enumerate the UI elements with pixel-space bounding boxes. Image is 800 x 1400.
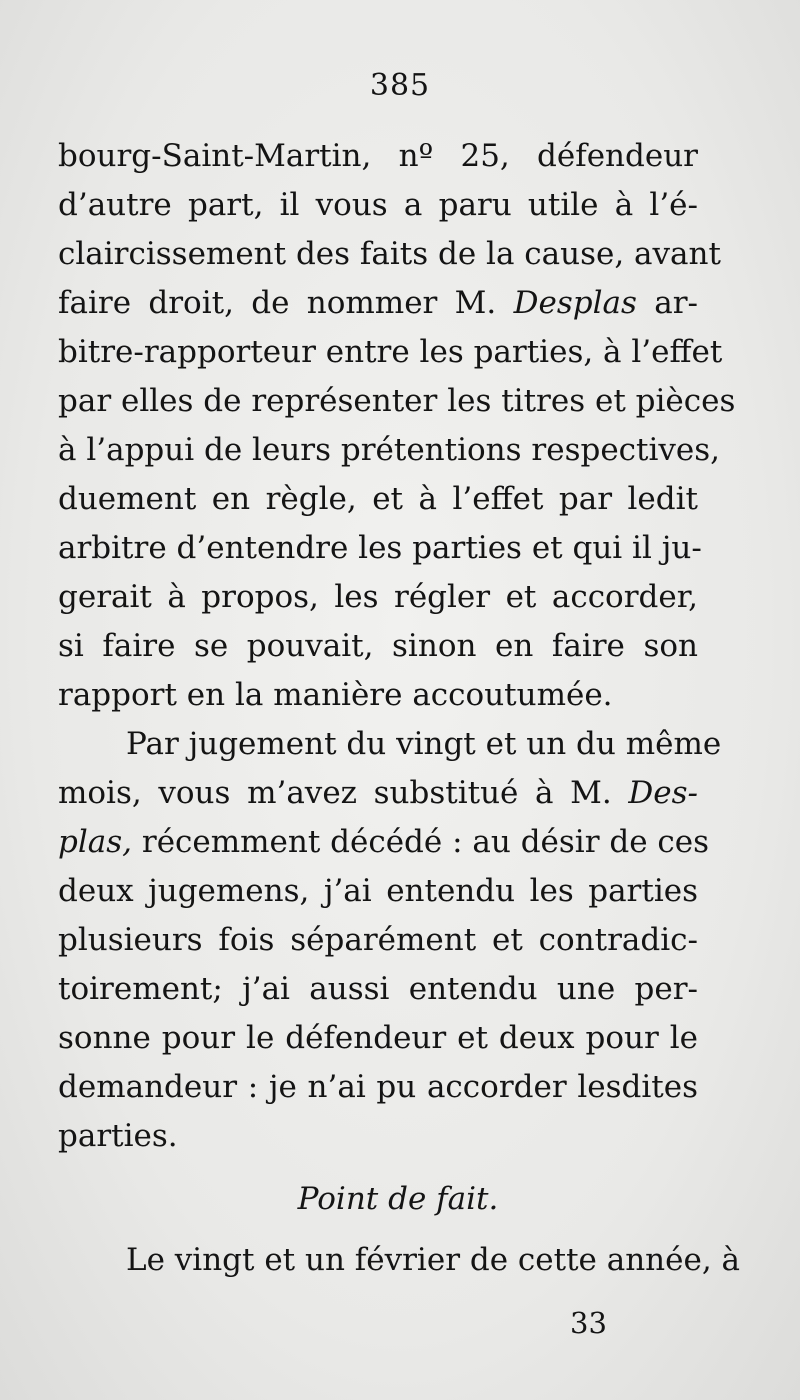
text-line: bitre-rapporteur entre les parties, à l’effet xyxy=(58,334,723,370)
text-line: bourg-Saint-Martin, nº 25, défendeur xyxy=(58,138,698,174)
text-line: claircissement des faits de la cause, avant xyxy=(58,236,721,272)
text-fragment: ar- xyxy=(654,285,699,321)
text-fragment: mois, vous m’avez substitué à M. xyxy=(58,775,612,811)
text-line xyxy=(58,279,698,328)
text-line: Le vingt et un février de cette année, à xyxy=(126,1242,741,1278)
signature-mark: 33 xyxy=(570,1306,607,1340)
text-line: sonne pour le défendeur et deux pour le xyxy=(58,1020,698,1056)
text-line: d’autre part, il vous a paru utile à l’é- xyxy=(58,187,698,223)
text-line: arbitre d’entendre les parties et qui il ju- xyxy=(58,530,702,566)
text-line: rapport en la manière accoutumée. xyxy=(58,677,613,713)
text-line: si faire se pouvait, sinon en faire son xyxy=(58,628,698,664)
section-heading: Point de fait. xyxy=(297,1181,499,1217)
text-line: à l’appui de leurs prétentions respectives, xyxy=(58,432,721,468)
text-line xyxy=(58,769,698,818)
text-line: duement en règle, et à l’effet par ledit xyxy=(58,481,698,517)
text-line: gerait à propos, les régler et accorder, xyxy=(58,579,698,615)
text-line: par elles de représenter les titres et pièces xyxy=(58,383,736,419)
text-line: demandeur : je n’ai pu accorder lesdites xyxy=(58,1069,698,1105)
name-desplas: Desplas xyxy=(513,285,637,321)
name-desplas-part1: Des- xyxy=(628,775,698,811)
text-line: plusieurs fois séparément et contradic- xyxy=(58,922,698,958)
text-line xyxy=(58,818,710,867)
text-line: Par jugement du vingt et un du même xyxy=(126,726,722,762)
text-line: deux jugemens, j’ai entendu les parties xyxy=(58,873,698,909)
text-fragment: faire droit, de nommer M. xyxy=(58,285,497,321)
text-line: parties. xyxy=(58,1118,178,1154)
body-text xyxy=(58,132,741,1285)
text-line: toirement; j’ai aussi entendu une per- xyxy=(58,971,698,1007)
text-fragment: récemment décédé : au désir de ces xyxy=(141,824,710,860)
page-number: 385 xyxy=(369,68,431,103)
name-desplas-part2: plas, xyxy=(58,824,133,860)
